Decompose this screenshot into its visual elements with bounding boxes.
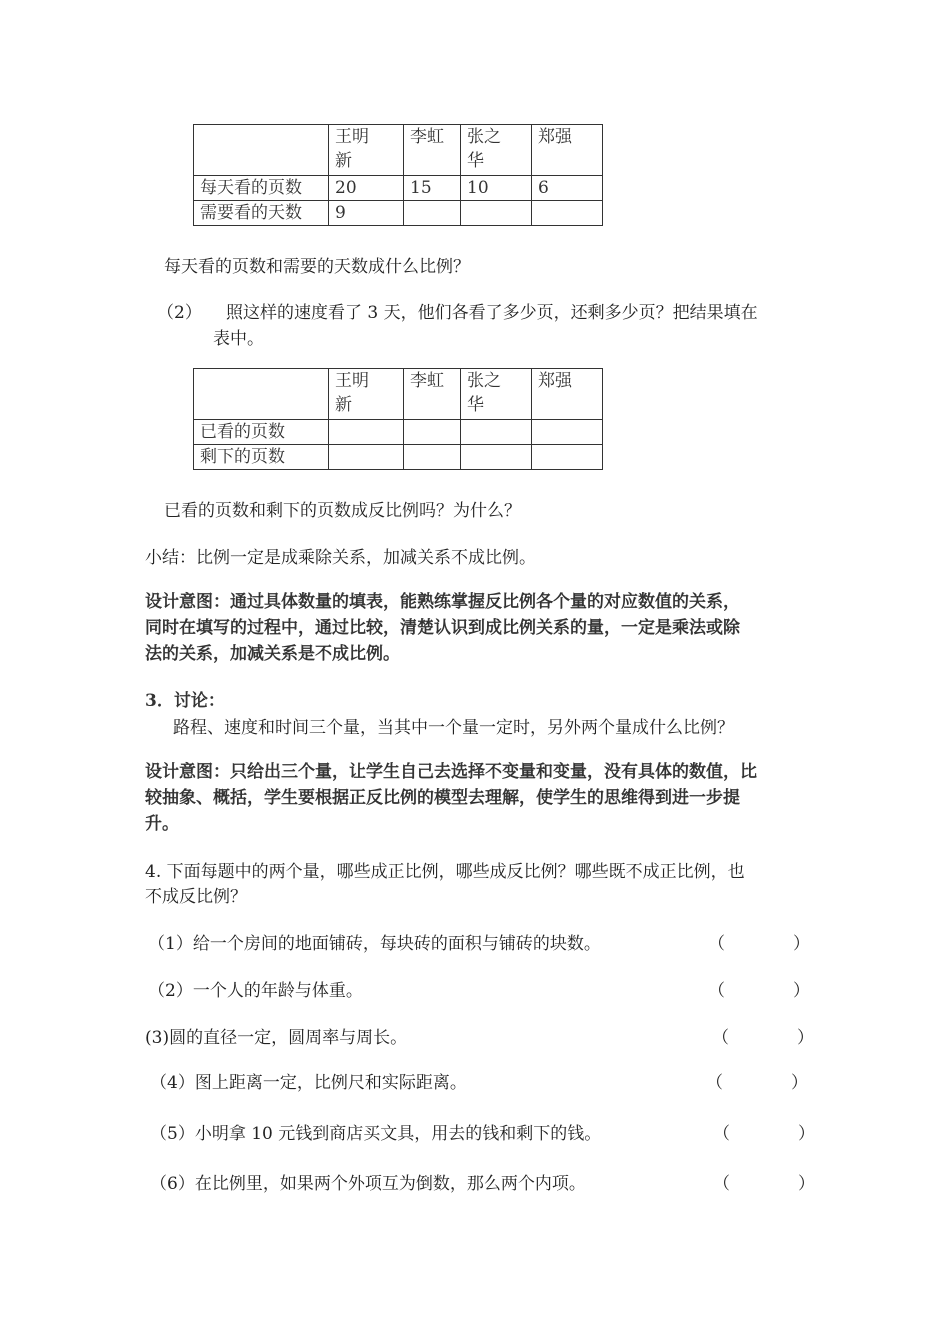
table-corner-cell	[194, 369, 329, 420]
row-label: 每天看的页数	[194, 176, 329, 201]
design-intent-1-line-1: 设计意图：通过具体数量的填表，能熟练掌握反比例各个量的对应数值的关系，	[145, 592, 740, 612]
exercise-4-prompt: 4. 下面每题中的两个量，哪些成正比例，哪些成反比例？哪些既不成正比例，也	[145, 862, 745, 882]
design-intent-2-line-1: 设计意图：只给出三个量，让学生自己去选择不变量和变量，没有具体的数值，比	[145, 762, 757, 782]
column-header-li: 李虹	[404, 125, 461, 176]
column-header-zheng: 郑强	[532, 125, 603, 176]
table-cell	[532, 201, 603, 226]
question-proportion-type: 每天看的页数和需要的天数成什么比例？	[164, 257, 470, 277]
exercise-item-2: （2）一个人的年龄与体重。	[148, 981, 363, 1001]
table-cell[interactable]	[532, 420, 603, 445]
table-header-row	[194, 369, 603, 420]
row-label: 剩下的页数	[194, 445, 329, 470]
part-2-text: 照这样的速度看了 3 天，他们各看了多少页，还剩多少页？把结果填在	[226, 303, 758, 323]
answer-blank-3[interactable]: （ ）	[712, 1028, 814, 1048]
answer-blank-4[interactable]: （ ）	[706, 1073, 808, 1093]
discussion-text: 路程、速度和时间三个量，当其中一个量一定时，另外两个量成什么比例？	[173, 718, 734, 738]
part-2-number: （2）	[157, 303, 202, 323]
answer-blank-1[interactable]: （ ）	[708, 934, 810, 954]
column-header-wang: 王明新	[329, 125, 404, 176]
column-header-wang: 王明新	[329, 369, 404, 420]
table-cell[interactable]	[329, 420, 404, 445]
design-intent-1-line-2: 同时在填写的过程中，通过比较，清楚认识到成比例关系的量，一定是乘法或除	[145, 618, 740, 638]
exercise-item-1: （1）给一个房间的地面铺砖，每块砖的面积与铺砖的块数。	[148, 934, 601, 954]
answer-blank-2[interactable]: （ ）	[708, 981, 810, 1001]
table-cell: 20	[329, 176, 404, 201]
design-intent-2-line-3: 升。	[145, 814, 179, 834]
table-corner-cell	[194, 125, 329, 176]
table-cell	[404, 201, 461, 226]
discussion-heading: 3．讨论：	[145, 691, 225, 711]
row-label: 需要看的天数	[194, 201, 329, 226]
design-intent-2-line-2: 较抽象、概括，学生要根据正反比例的模型去理解，使学生的思维得到进一步提	[145, 788, 740, 808]
table-cell: 6	[532, 176, 603, 201]
table-cell[interactable]	[532, 445, 603, 470]
question-inverse-proportion: 已看的页数和剩下的页数成反比例吗？为什么？	[164, 501, 521, 521]
answer-blank-5[interactable]: （ ）	[713, 1124, 815, 1144]
exercise-item-3: (3)圆的直径一定，圆周率与周长。	[145, 1028, 408, 1048]
table-row	[194, 201, 603, 226]
table-cell[interactable]	[461, 445, 532, 470]
table-cell[interactable]	[404, 420, 461, 445]
exercise-item-6: （6）在比例里，如果两个外项互为倒数，那么两个内项。	[150, 1174, 586, 1194]
answer-blank-6[interactable]: （ ）	[713, 1174, 815, 1194]
table-row	[194, 445, 603, 470]
reading-table-2	[193, 368, 603, 470]
table-row	[194, 176, 603, 201]
table-header-row	[194, 125, 603, 176]
column-header-zhang: 张之华	[461, 369, 532, 420]
part-2-text-cont: 表中。	[213, 329, 264, 349]
table-cell: 9	[329, 201, 404, 226]
design-intent-1-line-3: 法的关系，加减关系是不成比例。	[145, 644, 400, 664]
table-cell	[461, 201, 532, 226]
exercise-4-prompt-cont: 不成反比例？	[145, 887, 247, 907]
table-cell: 15	[404, 176, 461, 201]
row-label: 已看的页数	[194, 420, 329, 445]
table-row	[194, 420, 603, 445]
column-header-zhang: 张之华	[461, 125, 532, 176]
table-cell: 10	[461, 176, 532, 201]
table-cell[interactable]	[461, 420, 532, 445]
summary-text: 小结：比例一定是成乘除关系，加减关系不成比例。	[145, 548, 536, 568]
exercise-item-5: （5）小明拿 10 元钱到商店买文具，用去的钱和剩下的钱。	[150, 1124, 602, 1144]
column-header-zheng: 郑强	[532, 369, 603, 420]
column-header-li: 李虹	[404, 369, 461, 420]
reading-table-1	[193, 124, 603, 226]
exercise-item-4: （4）图上距离一定，比例尺和实际距离。	[150, 1073, 467, 1093]
table-cell[interactable]	[329, 445, 404, 470]
table-cell[interactable]	[404, 445, 461, 470]
